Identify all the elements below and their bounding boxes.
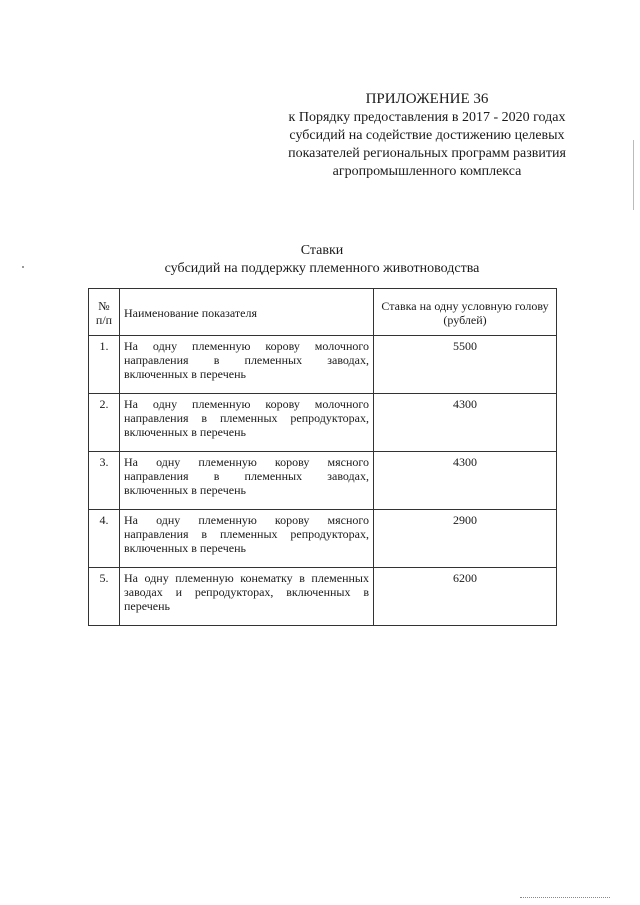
header-name: Наименование показателя (120, 289, 374, 336)
row-name: На одну племенную корову молочного направления в племенных репродукторах, включенных в перечень (120, 394, 374, 452)
row-rate: 4300 (374, 452, 557, 510)
row-rate: 5500 (374, 336, 557, 394)
table-row (89, 510, 557, 568)
rates-table (88, 288, 557, 626)
row-num: 3. (89, 452, 120, 510)
scan-edge-mark (633, 140, 634, 210)
row-rate: 2900 (374, 510, 557, 568)
header-num: № п/п (89, 289, 120, 336)
appendix-line: к Порядку предоставления в 2017 - 2020 годах (288, 110, 566, 125)
row-rate: 6200 (374, 568, 557, 626)
scan-footer-marks (520, 897, 610, 899)
table-row (89, 568, 557, 626)
row-name: На одну племенную корову молочного направления в племенных заводах, включенных в перечень (120, 336, 374, 394)
row-rate: 4300 (374, 394, 557, 452)
row-num: 1. (89, 336, 120, 394)
appendix-block (262, 90, 592, 181)
appendix-line: агропромышленного комплекса (332, 164, 522, 179)
scan-speck (22, 266, 24, 268)
row-num: 4. (89, 510, 120, 568)
table-header-row (89, 289, 557, 336)
row-name: На одну племенную корову мясного направления в племенных заводах, включенных в перечень (120, 452, 374, 510)
row-num: 2. (89, 394, 120, 452)
row-name: На одну племенную конематку в племенных заводах и репродукторах, включенных в перечень (120, 568, 374, 626)
appendix-line: субсидий на содействие достижению целевых (289, 128, 565, 143)
header-rate: Ставка на одну условную голову (рублей) (374, 289, 557, 336)
document-title (88, 242, 556, 278)
row-num: 5. (89, 568, 120, 626)
appendix-heading: ПРИЛОЖЕНИЕ 36 (365, 91, 489, 107)
table-row (89, 336, 557, 394)
title-line-2: субсидий на поддержку племенного животноводства (164, 261, 480, 276)
table-row (89, 394, 557, 452)
title-line-1: Ставки (300, 243, 344, 258)
table-row (89, 452, 557, 510)
appendix-line: показателей региональных программ развития (288, 146, 566, 161)
row-name: На одну племенную корову мясного направления в племенных репродукторах, включенных в перечень (120, 510, 374, 568)
